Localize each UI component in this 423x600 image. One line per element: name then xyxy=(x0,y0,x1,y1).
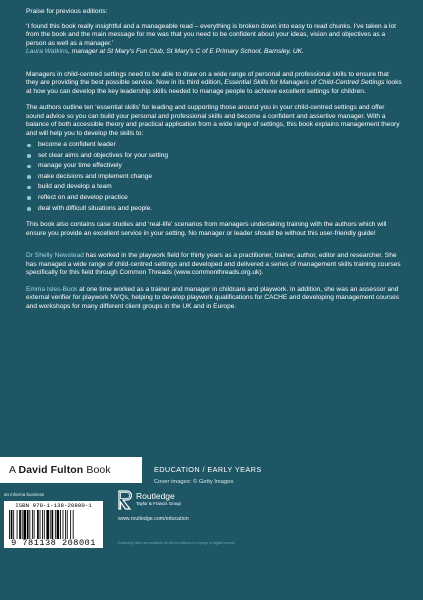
isbn-barcode xyxy=(4,501,103,548)
praise-heading: Praise for previous editions: xyxy=(26,8,108,15)
author-bio-text: has worked in the playwork field for thirty years as a practitioner, trainer, author, editor and researcher. She has managed a wide range of child-centred settings and developed and delivered a series of management skills training courses specifically for this field through Common Threads (www.commonthreads.org.uk). xyxy=(26,252,401,277)
routledge-subtitle: Taylor & Francis Group xyxy=(136,501,181,506)
imprint-name: David Fulton xyxy=(18,464,84,476)
cover-footer xyxy=(0,457,423,600)
intro-text-2: looks at how you can develop the key leadership skills needed to manage people to achieve excellent settings for children. xyxy=(26,79,402,95)
attribution-role: , manager at St Mary's Fun Club, St Mary's C of E Primary School, Barnsley, UK. xyxy=(68,48,304,55)
list-item: become a confident leader xyxy=(26,140,402,151)
publisher-url: www.routledge.com/education xyxy=(118,516,189,522)
list-item: reflect on and develop practice xyxy=(26,193,402,204)
list-item: make decisions and implement change xyxy=(26,172,402,183)
intro-paragraph xyxy=(26,71,402,97)
ebook-disclaimer: Routledge titles are available as eBook editions in a range of digital formats xyxy=(118,541,235,545)
barcode-digits: 9 781138 208001 xyxy=(11,538,96,548)
imprint-prefix: A xyxy=(9,464,19,476)
list-item: manage your time effectively xyxy=(26,161,402,172)
attribution-name: Laura Watkins xyxy=(26,48,69,55)
cover-image-credit: Cover images: © Getty Images xyxy=(154,479,234,485)
informa-business-label: an informa business xyxy=(4,492,45,497)
list-item: deal with difficult situations and people. xyxy=(26,204,402,215)
skills-list xyxy=(26,140,402,214)
publisher-imprint xyxy=(0,457,142,483)
list-item: build and develop a team xyxy=(26,182,402,193)
intro-text-1: Managers in child-centred settings need to be able to draw on a wide range of personal and professional skills to ensure that they are providing the best possible service. Now in its third edition, xyxy=(26,70,389,86)
author-name: Dr Shelly Newstead xyxy=(26,252,84,260)
routledge-logo xyxy=(118,490,181,515)
barcode-icon xyxy=(9,510,98,539)
quote-attribution xyxy=(26,48,402,57)
routledge-name: Routledge xyxy=(136,491,175,501)
skills-paragraph: The authors outline ten ‘essential skills’ for leading and supporting those around you in your child-centred settings and offer sound advice so you can build your personal and professional skills and become a confident and assertive manager. With a balance of both accessible theory and practical application from a wide range of settings, this book explains management theory and will help you to develop the skills to: xyxy=(26,104,400,137)
imprint-suffix: Book xyxy=(83,464,111,476)
author-bio-text: at one time worked as a trainer and manager in childcare and playwork. In addition, she was an assessor and external verifier for playwork NVQs, helping to develop playwork qualifications for CACHE and developing management courses and workshops for many different client groups in the UK and in Europe. xyxy=(26,285,400,310)
intro-book-title: Essential Skills for Managers of Child-Centred Settings xyxy=(224,79,385,86)
author-name: Emma Isles-Buck xyxy=(26,285,78,293)
author-bio-isles-buck xyxy=(26,286,402,312)
list-item: set clear aims and objectives for your setting xyxy=(26,151,402,162)
isbn-number: ISBN 978-1-138-20800-1 xyxy=(15,502,92,509)
case-studies-paragraph: This book also contains case studies and ‘real-life’ scenarios from managers undertaking training with the authors which will ensure you provide an excellent service in your setting. No manager or leader should be without this user-friendly guide! xyxy=(26,221,387,237)
subject-category: EDUCATION / EARLY YEARS xyxy=(154,465,262,474)
author-bio-newstead xyxy=(26,252,402,278)
praise-quote: ‘I found this book really insightful and a manageable read – everything is broken down into easy to read chunks. I've taken a lot from the book and the main message for me was that you need to be confident about your ideas, vision and objectives as a person as well as a manager.’ xyxy=(26,22,397,47)
back-cover-text xyxy=(26,8,402,319)
routledge-icon xyxy=(118,490,132,510)
